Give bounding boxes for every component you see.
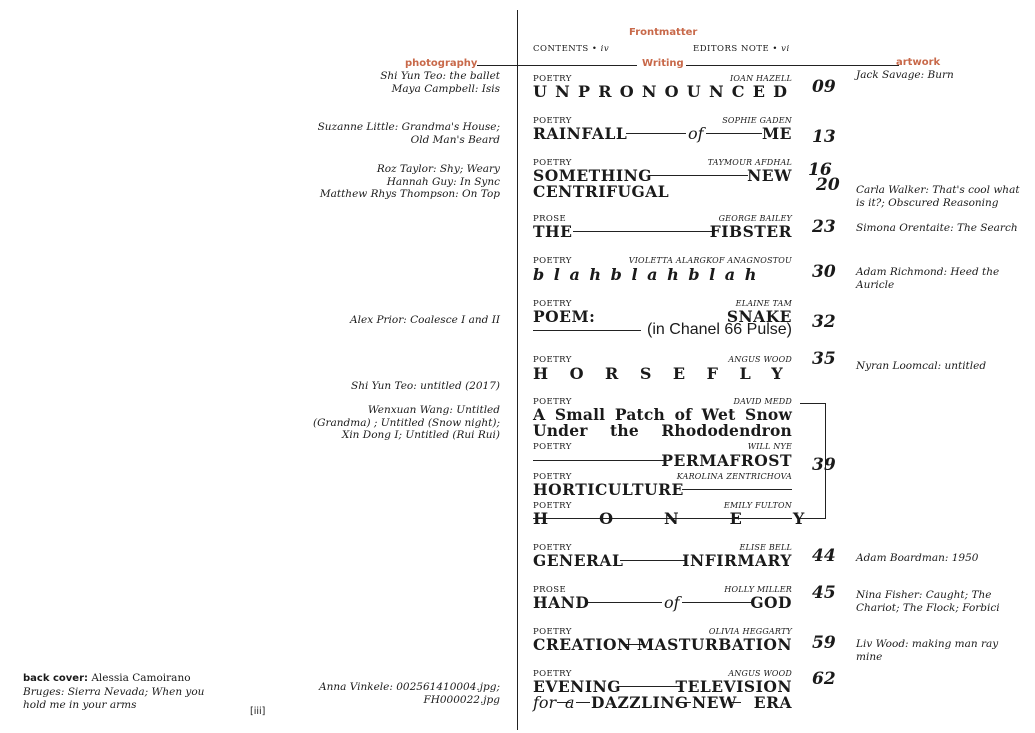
folio: [iii] [250,706,266,717]
entry-author: IOAN HAZELL [729,74,792,83]
entry-page: 16 [808,160,832,180]
entry-title: DAZZLING [591,693,689,712]
editors-note-entry: EDITORS NOTE • vi [693,44,790,54]
entry-title: GOD [750,593,792,612]
entry-type: PROSE [533,585,567,595]
entry-title: NEW [747,166,792,185]
title-rule [648,175,748,176]
writing-rule-left [517,65,637,66]
writing-heading: Writing [642,58,684,69]
artwork-heading: artwork [896,57,941,68]
entry-type: POETRY [533,501,572,511]
entry-title: INFIRMARY [682,551,792,570]
entry-title-connector: of [688,124,704,143]
photo-credit: Shi Yun Teo: untitled (2017) [351,380,500,392]
entry-author: KAROLINA ZENTRICHOVA [676,472,792,481]
entry-page: 62 [812,669,836,689]
spine-rule [517,10,518,730]
entry-title: ERA [753,693,792,712]
entry-title: CREATION [533,635,632,654]
art-credit: Nyran Loomcal: untitled [856,360,987,372]
entry-title: MASTURBATION [636,635,792,654]
contents-entry: CONTENTS • iv [533,44,610,54]
art-credit: Adam Richmond: Heed the Auricle [856,266,1000,291]
entry-title: FIBSTER [709,222,792,241]
entry-type: POETRY [533,74,572,84]
entry-author: WILL NYE [747,442,792,451]
art-credit: Liv Wood: making man ray mine [856,638,999,663]
art-credit: Jack Savage: Burn [856,69,954,81]
entry-title: SOMETHING [533,166,653,185]
entry-type: PROSE [533,214,567,224]
photo-credit: Alex Prior: Coalesce I and II [350,314,500,326]
entry-page: 09 [812,77,836,97]
group-bracket-top [800,403,826,404]
entry-title: RAINFALL [533,124,628,143]
title-rule [682,489,792,490]
entry-title: HORTICULTURE [533,480,684,499]
entry-page: 23 [812,217,836,237]
photo-credit: Wenxuan Wang: Untitled (Grandma) ; Untitled (Snow night); Xin Dong I; Untitled (Rui Rui) [313,404,500,441]
entry-author: ANGUS WOOD [728,669,792,678]
title-rule [620,560,686,561]
entry-title-connector: of [664,593,680,612]
entry-title: A Small Patch of Wet Snow [533,405,792,424]
art-credit: Simona Orentaite: The Search [856,222,1018,234]
entry-type: POETRY [533,355,572,365]
entry-title-connector: for [533,693,557,712]
entry-page: 20 [816,175,840,195]
entry-title: UNPRONOUNCED [533,82,796,101]
entry-author: ELAINE TAM [735,299,792,308]
photo-credit: Anna Vinkele: 002561410004.jpg; FH000022.jpg [319,681,500,706]
entry-type: POETRY [533,627,572,637]
entry-author: DAVID MEDD [733,397,792,406]
entry-page: 45 [812,583,836,603]
entry-author: ANGUS WOOD [728,355,792,364]
photo-credit: Roz Taylor: Shy; Weary Hannah Guy: In Sync Matthew Rhys Thompson: On Top [319,163,500,200]
entry-author: HOLLY MILLER [724,585,792,594]
artwork-rule [686,65,899,66]
art-credit: Nina Fisher: Caught; The Chariot; The Flock; Forbici [856,589,1000,614]
entry-title: blahblahblah [533,265,766,284]
entry-title: POEM: [533,307,596,326]
entry-author: EMILY FULTON [723,501,792,510]
entry-author: TAYMOUR AFDHAL [707,158,792,167]
entry-author: GEORGE BAILEY [718,214,792,223]
entry-type: POETRY [533,442,572,452]
art-credit: Adam Boardman: 1950 [856,552,979,564]
entry-author: ELISE BELL [739,543,792,552]
entry-type: POETRY [533,256,572,266]
entry-page: 30 [812,262,836,282]
entry-page: 35 [812,349,836,369]
entry-author: SOPHIE GADEN [722,116,792,125]
entry-title: THE [533,222,573,241]
photography-heading: photography [405,58,478,69]
entry-title: Under the Rhododendron [533,421,792,440]
entry-title: ME [762,124,792,143]
entry-page: 13 [812,127,836,147]
entry-title: HONEY [533,509,856,528]
photo-credit: Shi Yun Teo: the ballet Maya Campbell: Isis [380,70,500,95]
entry-type: POETRY [533,397,572,407]
entry-type: POETRY [533,299,572,309]
title-rule [533,330,641,331]
entry-title: EVENING [533,677,621,696]
entry-page: 39 [812,455,836,475]
entry-type: POETRY [533,158,572,168]
entry-title: TELEVISION [675,677,792,696]
title-rule [576,702,590,703]
entry-type: POETRY [533,472,572,482]
title-rule [533,460,666,461]
art-credit: Carla Walker: That's cool what is it?; Obscured Reasoning [856,184,1020,209]
title-rule [573,231,715,232]
entry-title: GENERAL [533,551,624,570]
entry-subtitle: (in Chanel 66 Pulse) [647,321,792,338]
photography-rule [477,65,517,66]
entry-author: VIOLETTA ALARGKOF ANAGNOSTOU [628,256,792,265]
entry-title: HORSEFLY [533,364,805,383]
entry-title: NEW [692,693,737,712]
entry-title: SNAKE [726,307,792,326]
title-rule [617,686,681,687]
entry-type: POETRY [533,116,572,126]
entry-page: 44 [812,546,836,566]
entry-title: CENTRIFUGAL [533,182,670,201]
frontmatter-heading: Frontmatter [629,27,698,38]
back-cover-credit: back cover: Alessia Camoirano Bruges: Sierra Nevada; When you hold me in your arms [23,672,205,711]
entry-author: OLIVIA HEGGARTY [708,627,792,636]
entry-title-connector: a [565,693,575,712]
photo-credit: Suzanne Little: Grandma's House; Old Man's Beard [317,121,500,146]
entry-type: POETRY [533,669,572,679]
entry-page: 32 [812,312,836,332]
entry-type: POETRY [533,543,572,553]
entry-page: 59 [812,633,836,653]
entry-title: HAND [533,593,590,612]
entry-title: PERMAFROST [661,451,792,470]
